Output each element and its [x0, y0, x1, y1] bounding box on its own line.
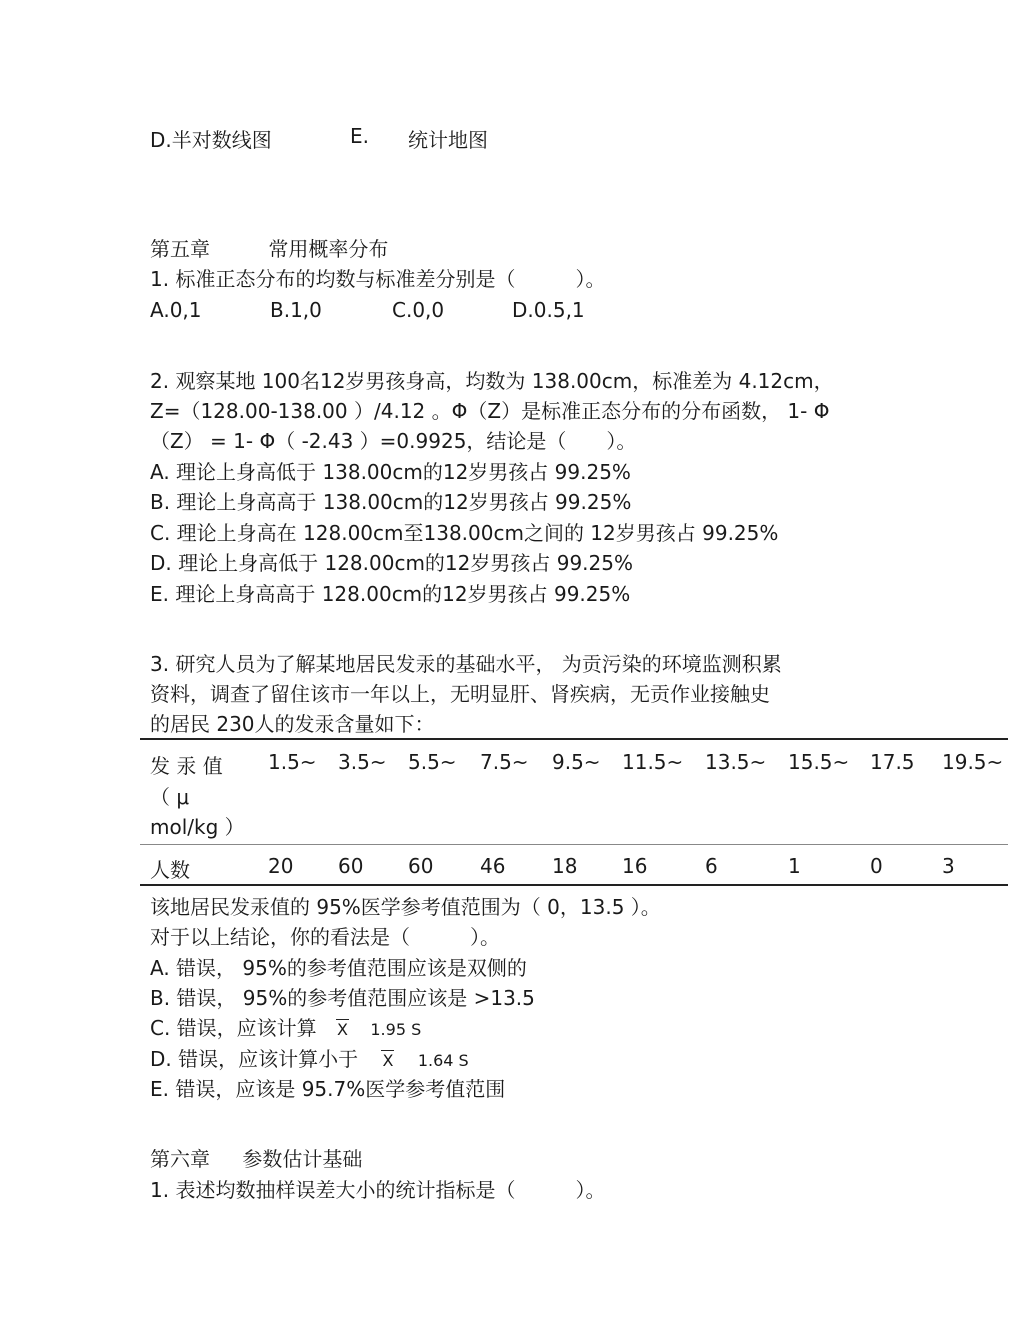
- row-value: 60: [338, 854, 364, 878]
- ch5-q2-line-2: Z=（128.00-138.00 ）/4.12 。Φ（Z）是标准正态分布的分布函数， 1- Φ: [150, 399, 830, 423]
- ch5-q1-option-c: C.0,0: [392, 298, 445, 322]
- ch5-q2-option-b: B. 理论上身高高于 138.00cm的12岁男孩占 99.25%: [150, 490, 632, 514]
- ch5-q1-stem: 1. 标准正态分布的均数与标准差分别是（ ）。: [150, 267, 606, 291]
- ch5-q3-after-1: 该地居民发汞值的 95%医学参考值范围为（ 0，13.5 ）。: [150, 895, 661, 919]
- option-d-suffix: 1.64 S: [417, 1051, 469, 1070]
- row-value: 0: [870, 854, 883, 878]
- xbar-symbol: X: [335, 1017, 350, 1043]
- option-d-text: D. 错误，应该计算小于: [150, 1047, 359, 1071]
- header-value: 7.5~: [480, 750, 529, 774]
- ch5-q1-option-d: D.0.5,1: [512, 298, 585, 322]
- ch5-q2-option-e: E. 理论上身高高于 128.00cm的12岁男孩占 99.25%: [150, 582, 631, 606]
- ch5-q2-line-1: 2. 观察某地 100名12岁男孩身高，均数为 138.00cm，标准差为 4.12cm，: [150, 369, 834, 393]
- option-c-text: C. 错误，应该计算: [150, 1016, 317, 1040]
- ch5-q3-option-b: B. 错误， 95%的参考值范围应该是 >13.5: [150, 986, 535, 1010]
- row-value: 3: [942, 854, 955, 878]
- chapter6-subtitle: 参数估计基础: [242, 1147, 363, 1171]
- ch5-q1-option-a: A.0,1: [150, 298, 202, 322]
- ch5-q2-line-3: （Z） = 1- Φ（ -2.43 ）=0.9925，结论是（ ）。: [150, 429, 637, 453]
- header-label-line3: mol/kg ）: [150, 815, 245, 839]
- header-value: 11.5~: [622, 750, 684, 774]
- chapter5-subtitle: 常用概率分布: [268, 237, 389, 261]
- chapter6-title: 第六章: [150, 1147, 210, 1171]
- ch5-q2-option-d: D. 理论上身高低于 128.00cm的12岁男孩占 99.25%: [150, 551, 633, 575]
- header-label-line1: 发 汞 值: [150, 754, 223, 778]
- row-value: 16: [622, 854, 648, 878]
- header-value: 13.5~: [705, 750, 767, 774]
- row-value: 1: [788, 854, 801, 878]
- header-value: 15.5~: [788, 750, 850, 774]
- header-value: 17.5: [870, 750, 915, 774]
- ch5-q2-option-a: A. 理论上身高低于 138.00cm的12岁男孩占 99.25%: [150, 460, 631, 484]
- row-value: 6: [705, 854, 718, 878]
- header-value: 5.5~: [408, 750, 457, 774]
- ch5-q3-option-e: E. 错误，应该是 95.7%医学参考值范围: [150, 1077, 506, 1101]
- ch5-q3-option-c: [150, 1015, 421, 1043]
- table-mid-rule: [140, 844, 1008, 845]
- ch5-q3-option-d: [150, 1046, 469, 1074]
- ch5-q3-option-a: A. 错误， 95%的参考值范围应该是双侧的: [150, 956, 527, 980]
- chapter6-heading: [150, 1146, 362, 1172]
- header-value: 19.5~: [942, 750, 1004, 774]
- ch5-q3-after-2: 对于以上结论，你的看法是（ ）。: [150, 925, 500, 949]
- row-value: 18: [552, 854, 578, 878]
- ch5-q3-line-2: 资料，调查了留住该市一年以上，无明显肝、肾疾病，无贡作业接触史: [150, 682, 770, 706]
- row-value: 46: [480, 854, 506, 878]
- ch5-q2-option-c: C. 理论上身高在 128.00cm至138.00cm之间的 12岁男孩占 99.25%: [150, 521, 779, 545]
- ch5-q3-line-3: 的居民 230人的发汞含量如下：: [150, 712, 435, 736]
- row-label-count: 人数: [150, 858, 190, 882]
- ch6-q1-stem: 1. 表述均数抽样误差大小的统计指标是（ ）。: [150, 1178, 606, 1202]
- chapter5-title: 第五章: [150, 237, 210, 261]
- table-top-rule: [140, 738, 1008, 740]
- chapter5-heading: [150, 236, 388, 262]
- xbar-symbol: X: [380, 1048, 395, 1074]
- ch5-q1-option-b: B.1,0: [270, 298, 322, 322]
- option-e-text: 统计地图: [408, 128, 488, 152]
- table-bottom-rule: [140, 884, 1008, 886]
- header-value: 9.5~: [552, 750, 601, 774]
- option-e-label: E.: [350, 124, 369, 148]
- row-value: 60: [408, 854, 434, 878]
- row-value: 20: [268, 854, 294, 878]
- option-d-semilog: D.半对数线图: [150, 128, 272, 152]
- ch5-q3-line-1: 3. 研究人员为了解某地居民发汞的基础水平， 为贡污染的环境监测积累: [150, 652, 782, 676]
- header-value: 1.5~: [268, 750, 317, 774]
- option-c-suffix: 1.95 S: [370, 1020, 422, 1039]
- header-value: 3.5~: [338, 750, 387, 774]
- header-label-line2: （ μ: [150, 785, 190, 809]
- mercury-table: [140, 738, 1008, 886]
